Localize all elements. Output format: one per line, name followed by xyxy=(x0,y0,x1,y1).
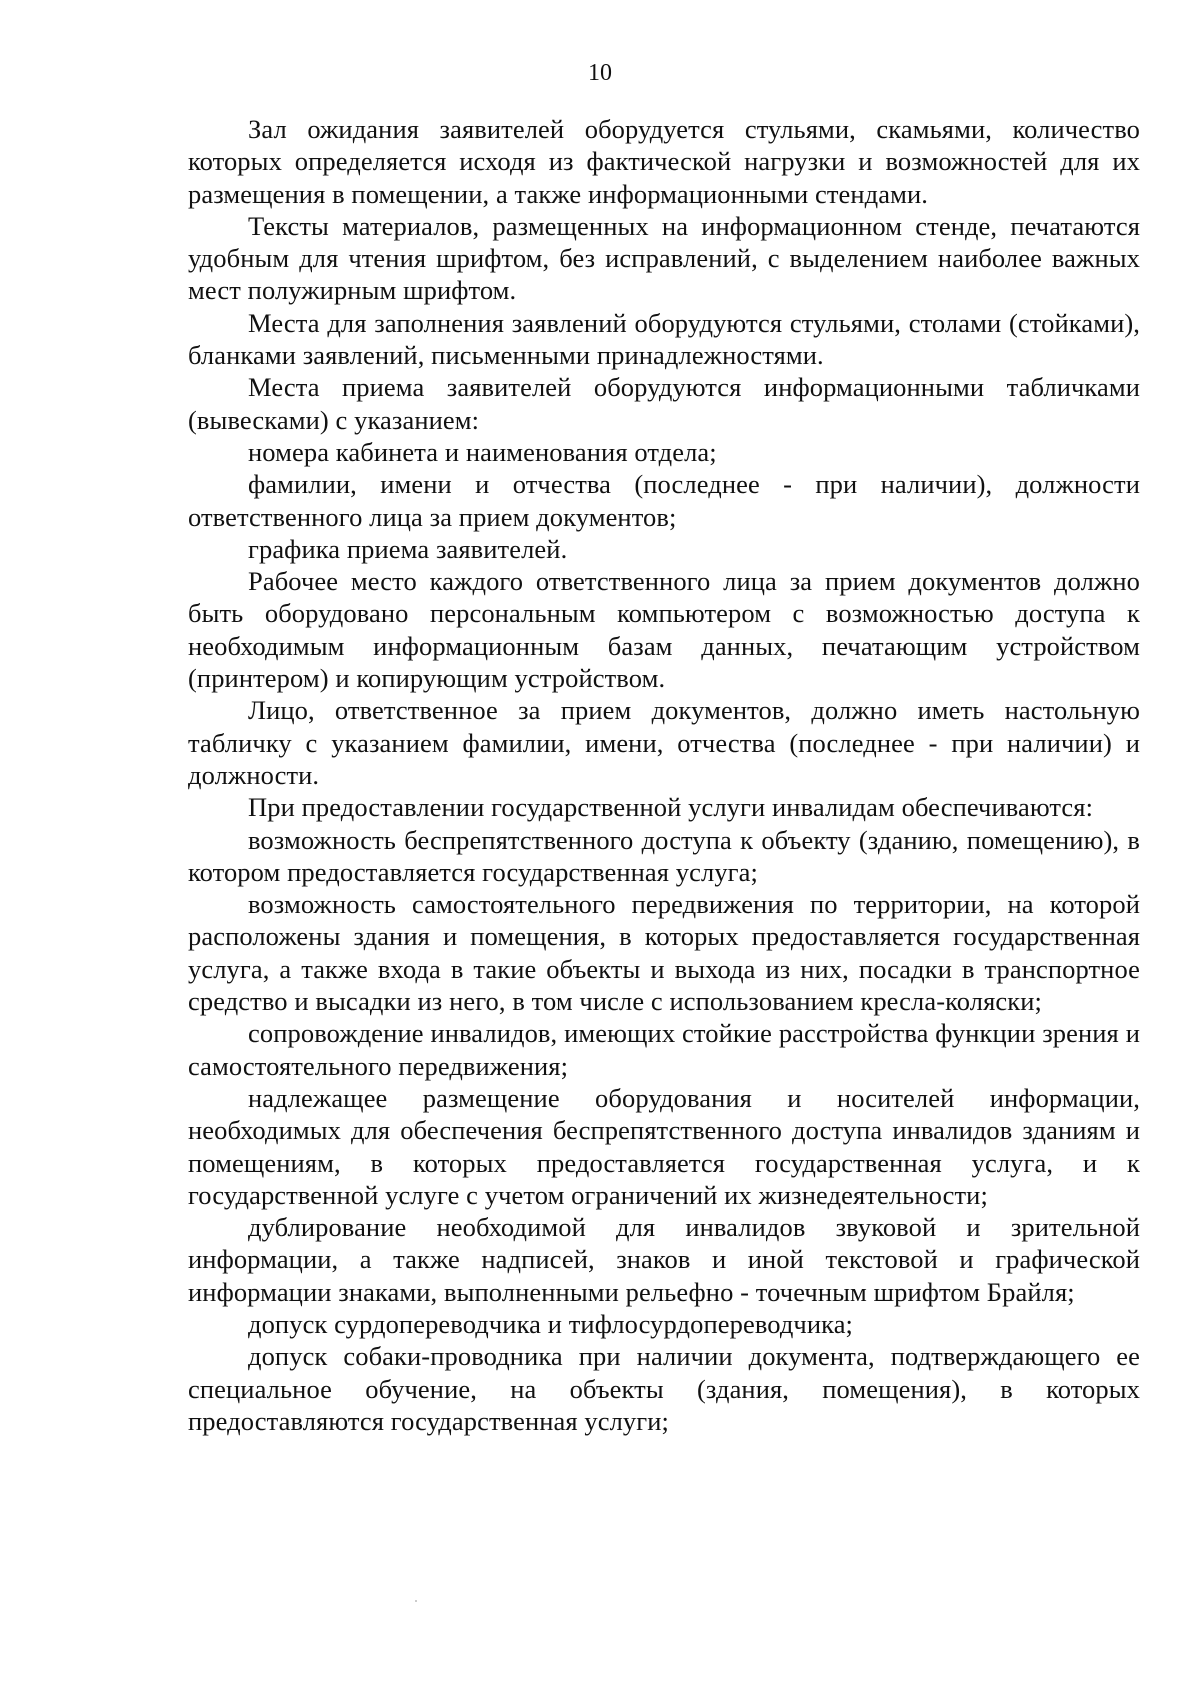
list-item-escort: сопровождение инвалидов, имеющих стойкие расстройства функции зрения и самостоятельного передвижения; xyxy=(188,1018,1140,1081)
list-item-guide-dog: допуск собаки-проводника при наличии документа, подтверждающего ее специальное обучение, на объекты (здания, помещения), в которых предоставляются государственная услуги; xyxy=(188,1341,1140,1436)
paragraph-waiting-hall: Зал ожидания заявителей оборудуется стульями, скамьями, количество которых определяется исходя из фактической нагрузки и возможностей для их размещения в помещении, а также информационными стендами. xyxy=(188,114,1140,209)
paragraph-stand-texts: Тексты материалов, размещенных на информационном стенде, печатаются удобным для чтения шрифтом, без исправлений, с выделением наиболее важных мест полужирным шрифтом. xyxy=(188,210,1140,306)
paragraph-reception-places: Места приема заявителей оборудуются информационными табличками (вывесками) с указанием: xyxy=(188,372,1140,435)
paragraph-disabled-provisions: При предоставлении государственной услуги инвалидам обеспечиваются: xyxy=(248,792,1094,823)
list-item-responsible-name: фамилии, имени и отчества (последнее - при наличии), должности ответственного лица за прием документов; xyxy=(188,469,1140,532)
scan-speck xyxy=(415,1600,417,1602)
paragraph-name-plate: Лицо, ответственное за прием документов, должно иметь настольную табличку с указанием фамилии, имени, отчества (последнее - при наличии) и должности. xyxy=(188,695,1140,790)
paragraph-application-places: Места для заполнения заявлений оборудуются стульями, столами (стойками), бланками заявлений, письменными принадлежностями. xyxy=(188,307,1140,371)
list-item-independent-movement: возможность самостоятельного передвижения по территории, на которой расположены здания и помещения, в которых предоставляется государственная услуга, а также входа в такие объекты и выхода из них, посадки в транспортное средство и высадки из него, в том числе с использованием кресла-коляски; xyxy=(188,889,1140,1017)
paragraph-workplace: Рабочее место каждого ответственного лица за прием документов должно быть оборудовано персональным компьютером с возможностью доступа к необходимым информационным базам данных, печатающим устройством (принтером) и копирующим устройством. xyxy=(188,566,1140,694)
list-item-equipment-placement: надлежащее размещение оборудования и носителей информации, необходимых для обеспечения беспрепятственного доступа инвалидов зданиям и помещениям, в которых предоставляется государственная услуга, и к государственной услуге с учетом ограничений их жизнедеятельности; xyxy=(188,1082,1140,1210)
page-number: 10 xyxy=(588,60,612,86)
document-body xyxy=(188,113,1140,1437)
list-item-reception-schedule: графика приема заявителей. xyxy=(248,533,568,564)
list-item-cabinet-number: номера кабинета и наименования отдела; xyxy=(248,436,717,467)
list-item-unobstructed-access: возможность беспрепятственного доступа к объекту (зданию, помещению), в котором предоставляется государственная услуга; xyxy=(188,824,1140,887)
list-item-braille-duplication: дублирование необходимой для инвалидов звуковой и зрительной информации, а также надписей, знаков и иной текстовой и графической информации знаками, выполненными рельефно - точечным шрифтом Брайля; xyxy=(188,1212,1140,1307)
list-item-sign-interpreter: допуск сурдопереводчика и тифлосурдопереводчика; xyxy=(248,1308,854,1339)
